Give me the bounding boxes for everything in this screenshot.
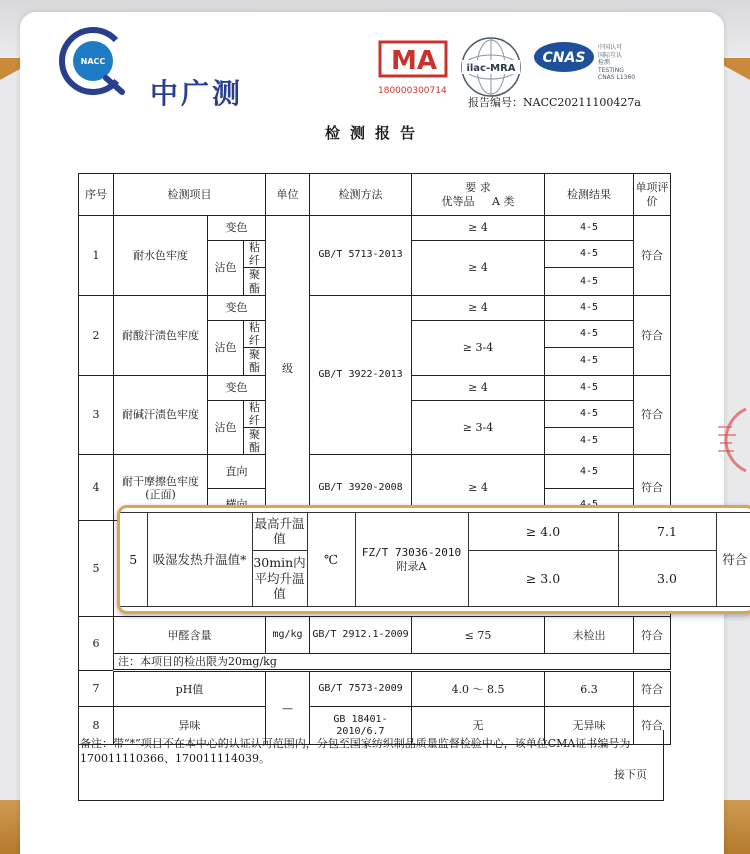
zoom-sub2: 30min内平均升温值: [252, 550, 307, 606]
row7-item: pH值: [114, 671, 266, 707]
row7-result: 6.3: [545, 671, 634, 707]
row1-polyester-label: 聚酯: [244, 268, 266, 295]
header-item: 检测项目: [114, 174, 266, 216]
row2-result: 4-5: [545, 320, 634, 347]
row2-3-method: GB/T 3922-2013: [310, 295, 412, 455]
test-results-table: [78, 173, 671, 745]
zoom-method-appendix: 附录A: [396, 559, 427, 573]
remarks-note: 备注：带“*”项目不在本中心的认证认可范围内，分包至国家纺织制品质量监督检验中心，该单位CMA证书编号为170011110366、170011114039。: [80, 737, 631, 765]
row3-change-label: 变色: [208, 375, 266, 400]
row1-viscose-label: 粘纤: [244, 241, 266, 268]
zoom-item: 吸湿发热升温值*: [147, 513, 252, 607]
row6-judgement: 符合: [634, 617, 671, 654]
row2-result: 4-5: [545, 348, 634, 375]
row3-polyester-label: 聚酯: [244, 427, 266, 454]
requirement-label: 要 求: [465, 181, 491, 195]
cma-text: MA: [391, 46, 437, 76]
header-method: 检测方法: [310, 174, 412, 216]
brand-name: 中广测: [150, 77, 244, 110]
header-unit: 单位: [266, 174, 310, 216]
cnas-caption: [598, 44, 635, 82]
row7-req: 4.0 ～ 8.5: [412, 671, 545, 707]
row6-req: ≤ 75: [412, 617, 545, 654]
row1-req-stain: ≥ 4: [412, 241, 545, 296]
row6-method: GB/T 2912.1-2009: [310, 617, 412, 654]
zoom-sub1: 最高升温值: [252, 513, 307, 551]
row3-stain-label: 沾色: [208, 400, 244, 455]
zoom-method-standard: FZ/T 73036-2010: [361, 545, 462, 559]
logo-text: NACC: [80, 57, 106, 66]
row2-result: 4-5: [545, 295, 634, 320]
row8-result: 无异味: [545, 707, 634, 745]
row1-result: 4-5: [545, 241, 634, 268]
row4-method: GB/T 3920-2008: [310, 455, 412, 521]
row8-method: GB 18401-2010/6.7: [310, 707, 412, 745]
row1-result: 4-5: [545, 268, 634, 295]
row8-req: 无: [412, 707, 545, 745]
row5-no: 5: [79, 521, 114, 617]
unit-none: —: [266, 671, 310, 745]
header-judgement: 单项评价: [634, 174, 671, 216]
cnas-mark: [532, 40, 596, 74]
row2-polyester-label: 聚酯: [244, 348, 266, 375]
row2-item: 耐酸汗渍色牢度: [114, 295, 208, 375]
row2-viscose-label: 粘纤: [244, 320, 266, 347]
row8-judgement: 符合: [634, 707, 671, 745]
cma-number: 180000300714: [378, 86, 447, 96]
cnas-caption-line: CNAS L1360: [598, 74, 636, 81]
row1-no: 1: [79, 216, 114, 296]
row1-req-change: ≥ 4: [412, 216, 545, 241]
row6-note: 注：本项目的检出限为20mg/kg: [114, 654, 671, 671]
row7-judgement: 符合: [634, 671, 671, 707]
ilac-mra-mark: [460, 36, 522, 98]
row8-item: 异味: [114, 707, 266, 745]
row2-req-stain: ≥ 3-4: [412, 320, 545, 375]
cnas-text: CNAS: [542, 50, 586, 66]
row2-judgement: 符合: [634, 295, 671, 375]
row4-judgement: 符合: [634, 455, 671, 521]
zoom-callout: [117, 505, 750, 614]
header-no: 序号: [79, 174, 114, 216]
row2-no: 2: [79, 295, 114, 375]
zoom-result2: 3.0: [618, 550, 716, 606]
row3-item: 耐碱汗渍色牢度: [114, 375, 208, 455]
zoom-req2: ≥ 3.0: [468, 550, 618, 606]
header-result: 检测结果: [545, 174, 634, 216]
row2-stain-label: 沾色: [208, 320, 244, 375]
row4-no: 4: [79, 455, 114, 521]
row3-result: 4-5: [545, 400, 634, 427]
document-title: 检测报告: [324, 124, 425, 142]
zoom-unit: ℃: [307, 513, 355, 607]
class-label: A 类: [492, 194, 515, 208]
red-seal-stamp: [706, 405, 750, 475]
row1-method: GB/T 5713-2013: [310, 216, 412, 296]
row3-judgement: 符合: [634, 375, 671, 455]
grade-label: 优等品: [441, 194, 475, 208]
row7-method: GB/T 7573-2009: [310, 671, 412, 707]
row4-item-label: 耐干摩擦色牢度: [122, 474, 199, 488]
zoom-no: 5: [120, 513, 147, 607]
row2-change-label: 变色: [208, 295, 266, 320]
header-requirement: [412, 174, 545, 216]
zoom-req1: ≥ 4.0: [468, 513, 618, 551]
row3-result: 4-5: [545, 375, 634, 400]
row8-no: 8: [79, 707, 114, 745]
row1-change-label: 变色: [208, 216, 266, 241]
row7-no: 7: [79, 671, 114, 707]
cnas-caption-line: 检测: [598, 59, 611, 66]
row4-item-sub: (正面): [145, 487, 176, 501]
row6-result: 未检出: [545, 617, 634, 654]
row6-no: 6: [79, 617, 114, 671]
row2-req-change: ≥ 4: [412, 295, 545, 320]
zoom-method: [355, 513, 468, 607]
ilac-text: ilac-MRA: [466, 63, 516, 74]
company-logo: [58, 26, 128, 96]
unit-grade: 级: [266, 216, 310, 521]
row6-item: 甲醛含量: [114, 617, 266, 654]
row3-no: 3: [79, 375, 114, 455]
row3-result: 4-5: [545, 427, 634, 454]
cnas-caption-line: TESTING: [598, 66, 624, 74]
row1-judgement: 符合: [634, 216, 671, 296]
continued-next-page: 接下页: [614, 768, 647, 781]
row4-req: ≥ 4: [412, 455, 545, 521]
report-number-label: 报告编号：: [468, 96, 523, 109]
cma-mark: [378, 40, 448, 78]
row3-req-change: ≥ 4: [412, 375, 545, 400]
row3-viscose-label: 粘纤: [244, 400, 266, 427]
row4-result: 4-5: [545, 455, 634, 489]
zoom-result1: 7.1: [618, 513, 716, 551]
row1-result: 4-5: [545, 216, 634, 241]
row1-stain-label: 沾色: [208, 241, 244, 296]
row4-sub1: 直向: [208, 455, 266, 489]
row6-unit: mg/kg: [266, 617, 310, 654]
row3-req-stain: ≥ 3-4: [412, 400, 545, 455]
report-number: [468, 94, 641, 110]
zoom-row5-table: [120, 512, 750, 607]
cnas-caption-line: 国际互认: [598, 51, 623, 59]
cnas-caption-line: 中国认可: [598, 44, 623, 51]
report-number-value: NACC20211100427a: [523, 96, 641, 109]
row1-item: 耐水色牢度: [114, 216, 208, 296]
zoom-judgement: 符合: [716, 513, 750, 607]
